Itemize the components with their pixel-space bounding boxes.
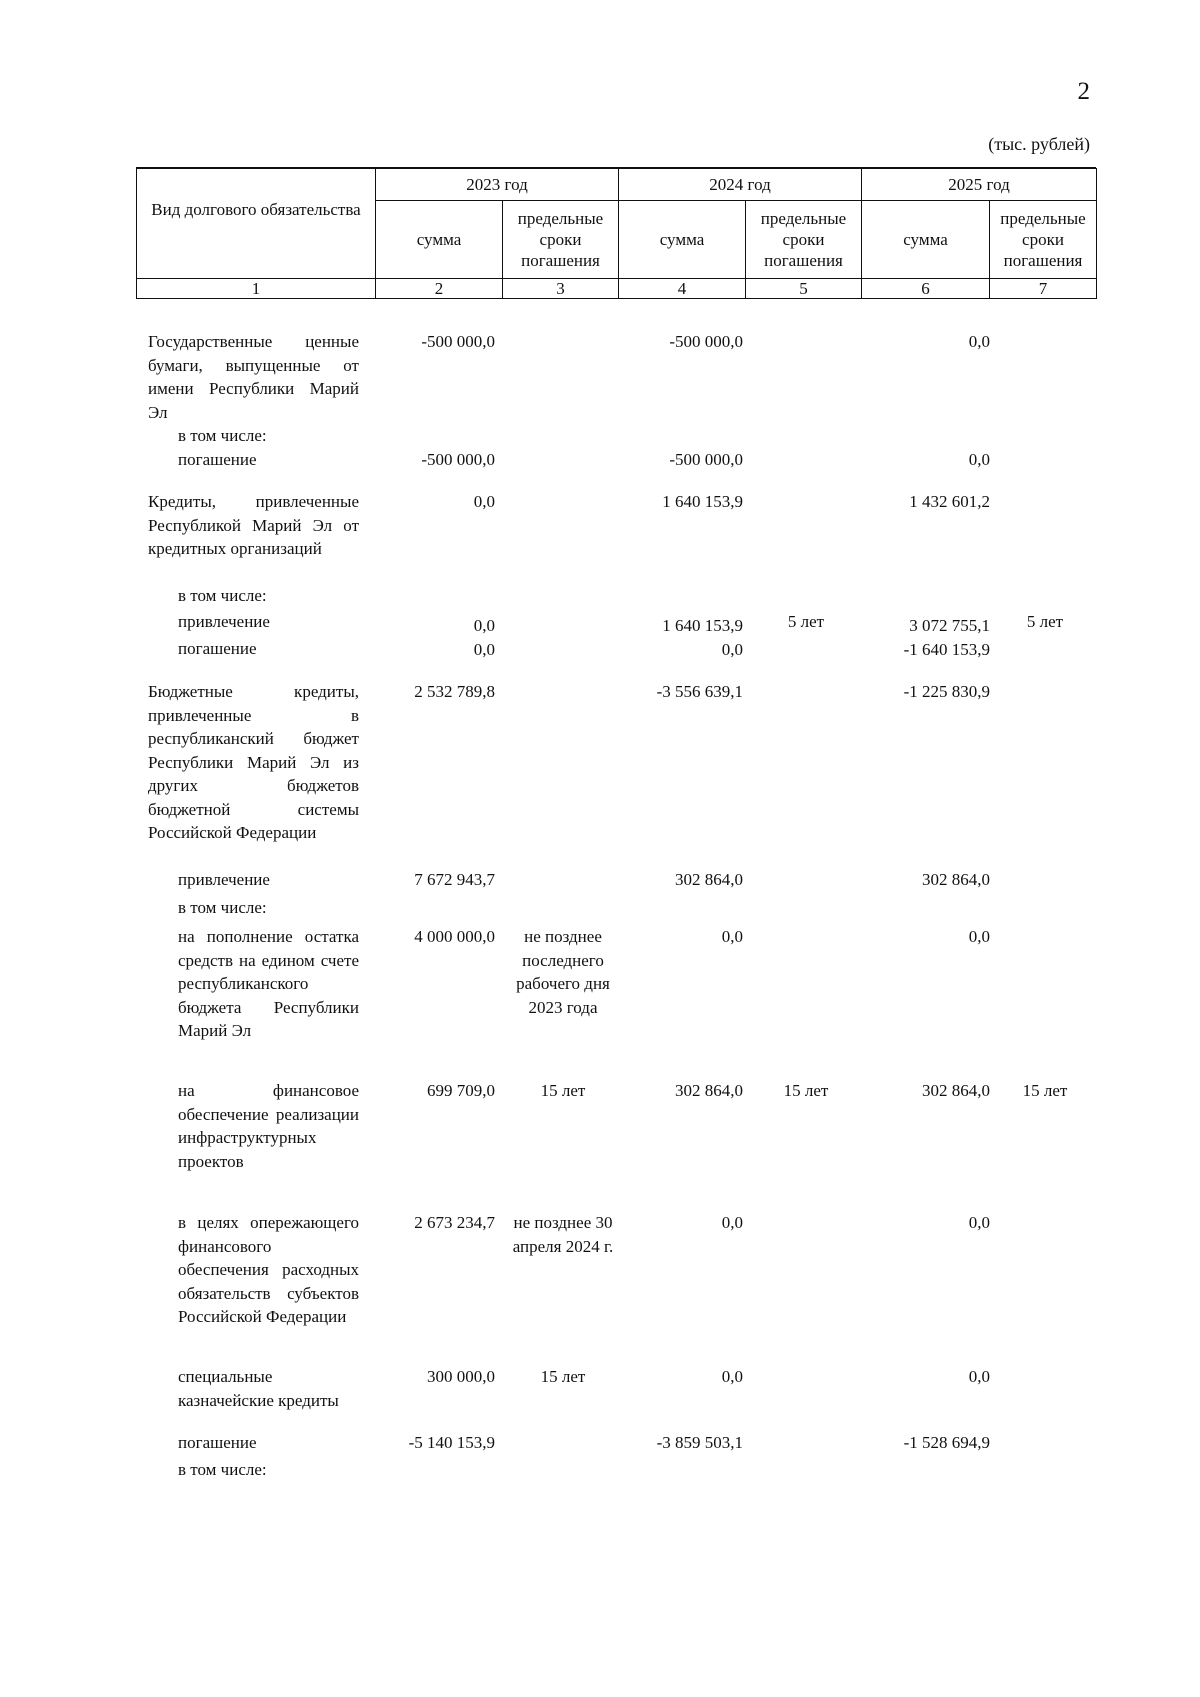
table-header <box>136 168 1097 299</box>
cell-advance-2023: 2 673 234,7 <box>414 1213 495 1232</box>
cell-advance-2025: 0,0 <box>968 1213 990 1232</box>
header-term-2025: предельные сроки погашения <box>990 201 1097 279</box>
header-term-2024: предельные сроки погашения <box>746 201 862 279</box>
cell-credit-org-2023: 0,0 <box>473 492 495 511</box>
cell-budget-attr-2023: 7 672 943,7 <box>414 870 495 889</box>
cell-credit-org-repay-2025: -1 640 153,9 <box>903 640 990 659</box>
cell-replenish-term-2023: не позднее последнего рабочего дня 2023 года <box>516 927 610 1017</box>
cell-budget-attr-2024: 302 864,0 <box>675 870 743 889</box>
row-label-incl: в том числе: <box>178 1460 267 1479</box>
header-year-2023: 2023 год <box>376 169 619 201</box>
row-label-treasury: специальные казначейские кредиты <box>178 1367 339 1410</box>
cell-gov-sec-2025: 0,0 <box>968 332 990 351</box>
row-label-advance: в целях опережающего финансового обеспечения расходных обязательств субъектов Российской Федерации <box>178 1213 359 1326</box>
cell-budget-attr-2025: 302 864,0 <box>922 870 990 889</box>
cell-infra-2023: 699 709,0 <box>427 1081 495 1100</box>
cell-budget-repay-2024: -3 859 503,1 <box>656 1433 743 1452</box>
col-num-7: 7 <box>990 279 1097 299</box>
cell-treasury-term-2023: 15 лет <box>540 1367 586 1386</box>
header-year-2024: 2024 год <box>619 169 862 201</box>
col-num-6: 6 <box>862 279 990 299</box>
cell-credit-org-attr-2023: 0,0 <box>473 616 495 635</box>
row-label-gov-sec-repay: погашение <box>178 450 257 469</box>
cell-infra-term-2024: 15 лет <box>783 1081 829 1100</box>
col-num-2: 2 <box>376 279 503 299</box>
cell-credit-org-attr-2024: 1 640 153,9 <box>662 616 743 635</box>
col-num-4: 4 <box>619 279 746 299</box>
header-sum-2024: сумма <box>619 201 746 279</box>
header-debt-type: Вид долгового обязательства <box>137 169 376 279</box>
row-label-incl: в том числе: <box>178 898 267 917</box>
header-sum-2023: сумма <box>376 201 503 279</box>
row-label-budget-attr: привлечение <box>178 870 270 889</box>
cell-treasury-2024: 0,0 <box>721 1367 743 1386</box>
cell-credit-org-attr-2025: 3 072 755,1 <box>909 616 990 635</box>
cell-gov-sec-repay-2023: -500 000,0 <box>421 450 495 469</box>
cell-replenish-2023: 4 000 000,0 <box>414 927 495 946</box>
cell-advance-2024: 0,0 <box>721 1213 743 1232</box>
cell-credit-org-attr-term-2025: 5 лет <box>1026 612 1064 631</box>
row-label-budget-repay: погашение <box>178 1433 257 1452</box>
cell-budget-credits-2024: -3 556 639,1 <box>656 682 743 701</box>
row-label-replenish: на пополнение остатка средств на едином счете республиканского бюджета Республики Марий Эл <box>178 927 359 1040</box>
header-term-2023: предельные сроки погашения <box>503 201 619 279</box>
header-sum-2025: сумма <box>862 201 990 279</box>
cell-budget-repay-2023: -5 140 153,9 <box>408 1433 495 1452</box>
cell-credit-org-repay-2023: 0,0 <box>473 640 495 659</box>
row-label-infra: на финансовое обеспечение реализации инфраструктурных проектов <box>178 1081 359 1171</box>
cell-credit-org-repay-2024: 0,0 <box>721 640 743 659</box>
cell-treasury-2023: 300 000,0 <box>427 1367 495 1386</box>
row-label-credit-org-attr: привлечение <box>178 612 270 631</box>
row-label-credit-org-repay: погашение <box>178 639 257 658</box>
cell-infra-term-2023: 15 лет <box>540 1081 586 1100</box>
cell-credit-org-2024: 1 640 153,9 <box>662 492 743 511</box>
row-label-credit-org: Кредиты, привлеченные Республикой Марий Эл от кредитных организаций <box>148 492 359 558</box>
cell-budget-repay-2025: -1 528 694,9 <box>903 1433 990 1452</box>
row-label-gov-securities: Государственные ценные бумаги, выпущенные от имени Республики Марий Эл <box>148 332 359 422</box>
row-label-incl: в том числе: <box>178 426 267 445</box>
col-num-5: 5 <box>746 279 862 299</box>
page-number: 2 <box>1077 78 1090 105</box>
cell-gov-sec-2024: -500 000,0 <box>669 332 743 351</box>
col-num-3: 3 <box>503 279 619 299</box>
cell-credit-org-attr-term-2024: 5 лет <box>787 612 825 631</box>
row-label-incl: в том числе: <box>178 586 267 605</box>
cell-gov-sec-repay-2025: 0,0 <box>968 450 990 469</box>
cell-credit-org-2025: 1 432 601,2 <box>909 492 990 511</box>
header-year-2025: 2025 год <box>862 169 1097 201</box>
unit-label: (тыс. рублей) <box>988 134 1090 154</box>
cell-treasury-2025: 0,0 <box>968 1367 990 1386</box>
cell-infra-2025: 302 864,0 <box>922 1081 990 1100</box>
row-label-budget-credits: Бюджетные кредиты, привлеченные в республиканский бюджет Республики Марий Эл из других бюджетов бюджетной системы Российской Федерации <box>148 682 359 842</box>
cell-advance-term-2023: не позднее 30 апреля 2024 г. <box>512 1213 614 1256</box>
cell-replenish-2024: 0,0 <box>721 927 743 946</box>
cell-replenish-2025: 0,0 <box>968 927 990 946</box>
cell-infra-term-2025: 15 лет <box>1022 1081 1068 1100</box>
cell-gov-sec-2023: -500 000,0 <box>421 332 495 351</box>
cell-infra-2024: 302 864,0 <box>675 1081 743 1100</box>
cell-gov-sec-repay-2024: -500 000,0 <box>669 450 743 469</box>
cell-budget-credits-2023: 2 532 789,8 <box>414 682 495 701</box>
cell-budget-credits-2025: -1 225 830,9 <box>903 682 990 701</box>
col-num-1: 1 <box>137 279 376 299</box>
